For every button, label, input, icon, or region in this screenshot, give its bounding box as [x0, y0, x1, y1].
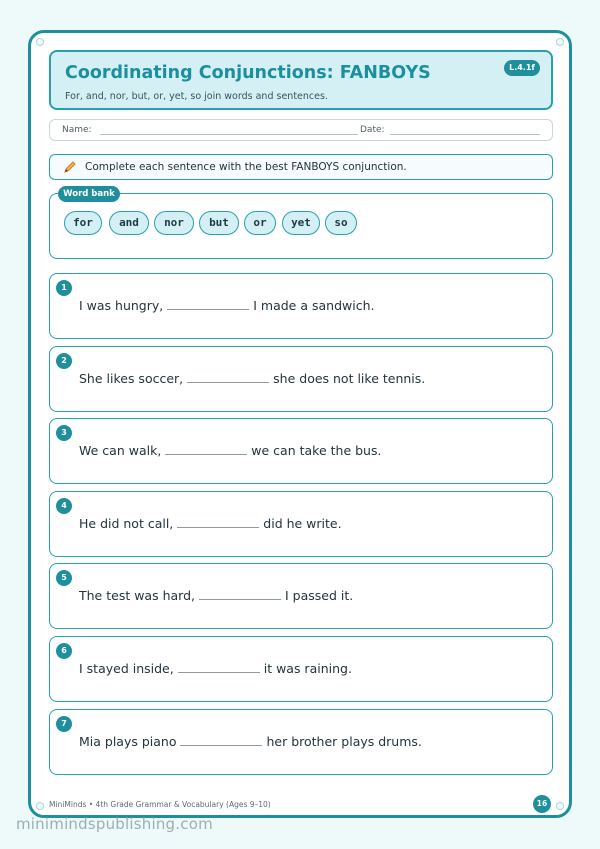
word-chip-nor: nor — [154, 211, 194, 235]
answer-blank[interactable] — [180, 745, 262, 746]
pencil-icon — [63, 160, 77, 174]
publisher-watermark: minimindspublishing.com — [16, 815, 213, 833]
question-card — [49, 418, 553, 484]
word-chip-but: but — [199, 211, 239, 235]
answer-blank[interactable] — [167, 309, 249, 310]
sentence-end: did he write. — [263, 516, 342, 531]
corner-dot — [36, 802, 44, 810]
worksheet-header — [49, 50, 553, 110]
question-sentence — [79, 734, 422, 749]
corner-dot — [556, 802, 564, 810]
sentence-end: I made a sandwich. — [253, 298, 375, 313]
word-bank — [49, 189, 553, 259]
question-card — [49, 491, 553, 557]
question-sentence — [79, 371, 425, 386]
standard-code-badge: L.4.1f — [504, 60, 540, 76]
question-card — [49, 273, 553, 339]
question-number: 7 — [56, 716, 72, 732]
question-number: 4 — [56, 498, 72, 514]
question-number: 5 — [56, 570, 72, 586]
word-chip-or: or — [244, 211, 276, 235]
sentence-start: I stayed inside, — [79, 661, 174, 676]
question-card — [49, 346, 553, 412]
word-chip-and: and — [109, 211, 149, 235]
sentence-end: her brother plays drums. — [266, 734, 422, 749]
sentence-end: I passed it. — [284, 588, 354, 603]
page-title: Coordinating Conjunctions: FANBOYS — [65, 63, 431, 83]
page-subtitle: For, and, nor, but, or, yet, so join words and sentences. — [65, 91, 328, 102]
answer-blank[interactable] — [187, 382, 269, 383]
question-number: 3 — [56, 425, 72, 441]
word-chip-for: for — [64, 211, 102, 235]
question-card — [49, 636, 553, 702]
name-date-row — [49, 119, 553, 141]
word-chip-yet: yet — [282, 211, 320, 235]
sentence-start: She likes soccer, — [79, 371, 184, 386]
sentence-start: We can walk, — [79, 443, 162, 458]
date-field[interactable] — [390, 134, 540, 135]
question-number: 6 — [56, 643, 72, 659]
word-bank-label: Word bank — [58, 186, 120, 202]
question-sentence — [79, 661, 352, 676]
question-number: 2 — [56, 353, 72, 369]
answer-blank[interactable] — [177, 527, 259, 528]
sentence-start: He did not call, — [79, 516, 174, 531]
sentence-end: it was raining. — [263, 661, 352, 676]
footer-text: MiniMinds • 4th Grade Grammar & Vocabulary (Ages 9–10) — [49, 800, 271, 809]
instructions-text: Complete each sentence with the best FANBOYS conjunction. — [85, 161, 407, 173]
date-label: Date: — [360, 125, 385, 135]
worksheet-page — [28, 30, 572, 818]
answer-blank[interactable] — [165, 454, 247, 455]
question-number: 1 — [56, 280, 72, 296]
answer-blank[interactable] — [178, 672, 260, 673]
instructions-box — [49, 154, 553, 180]
sentence-end: she does not like tennis. — [273, 371, 426, 386]
name-label: Name: — [62, 125, 92, 135]
word-chip-so: so — [325, 211, 357, 235]
page-number: 16 — [533, 795, 551, 813]
answer-blank[interactable] — [199, 599, 281, 600]
question-card — [49, 709, 553, 775]
corner-dot — [36, 38, 44, 46]
question-card — [49, 563, 553, 629]
sentence-end: we can take the bus. — [251, 443, 382, 458]
question-sentence — [79, 443, 381, 458]
sentence-start: The test was hard, — [79, 588, 195, 603]
sentence-start: I was hungry, — [79, 298, 164, 313]
sentence-start: Mia plays piano — [79, 734, 177, 749]
question-sentence — [79, 298, 374, 313]
corner-dot — [556, 38, 564, 46]
question-sentence — [79, 588, 353, 603]
name-field[interactable] — [100, 134, 358, 135]
question-sentence — [79, 516, 342, 531]
